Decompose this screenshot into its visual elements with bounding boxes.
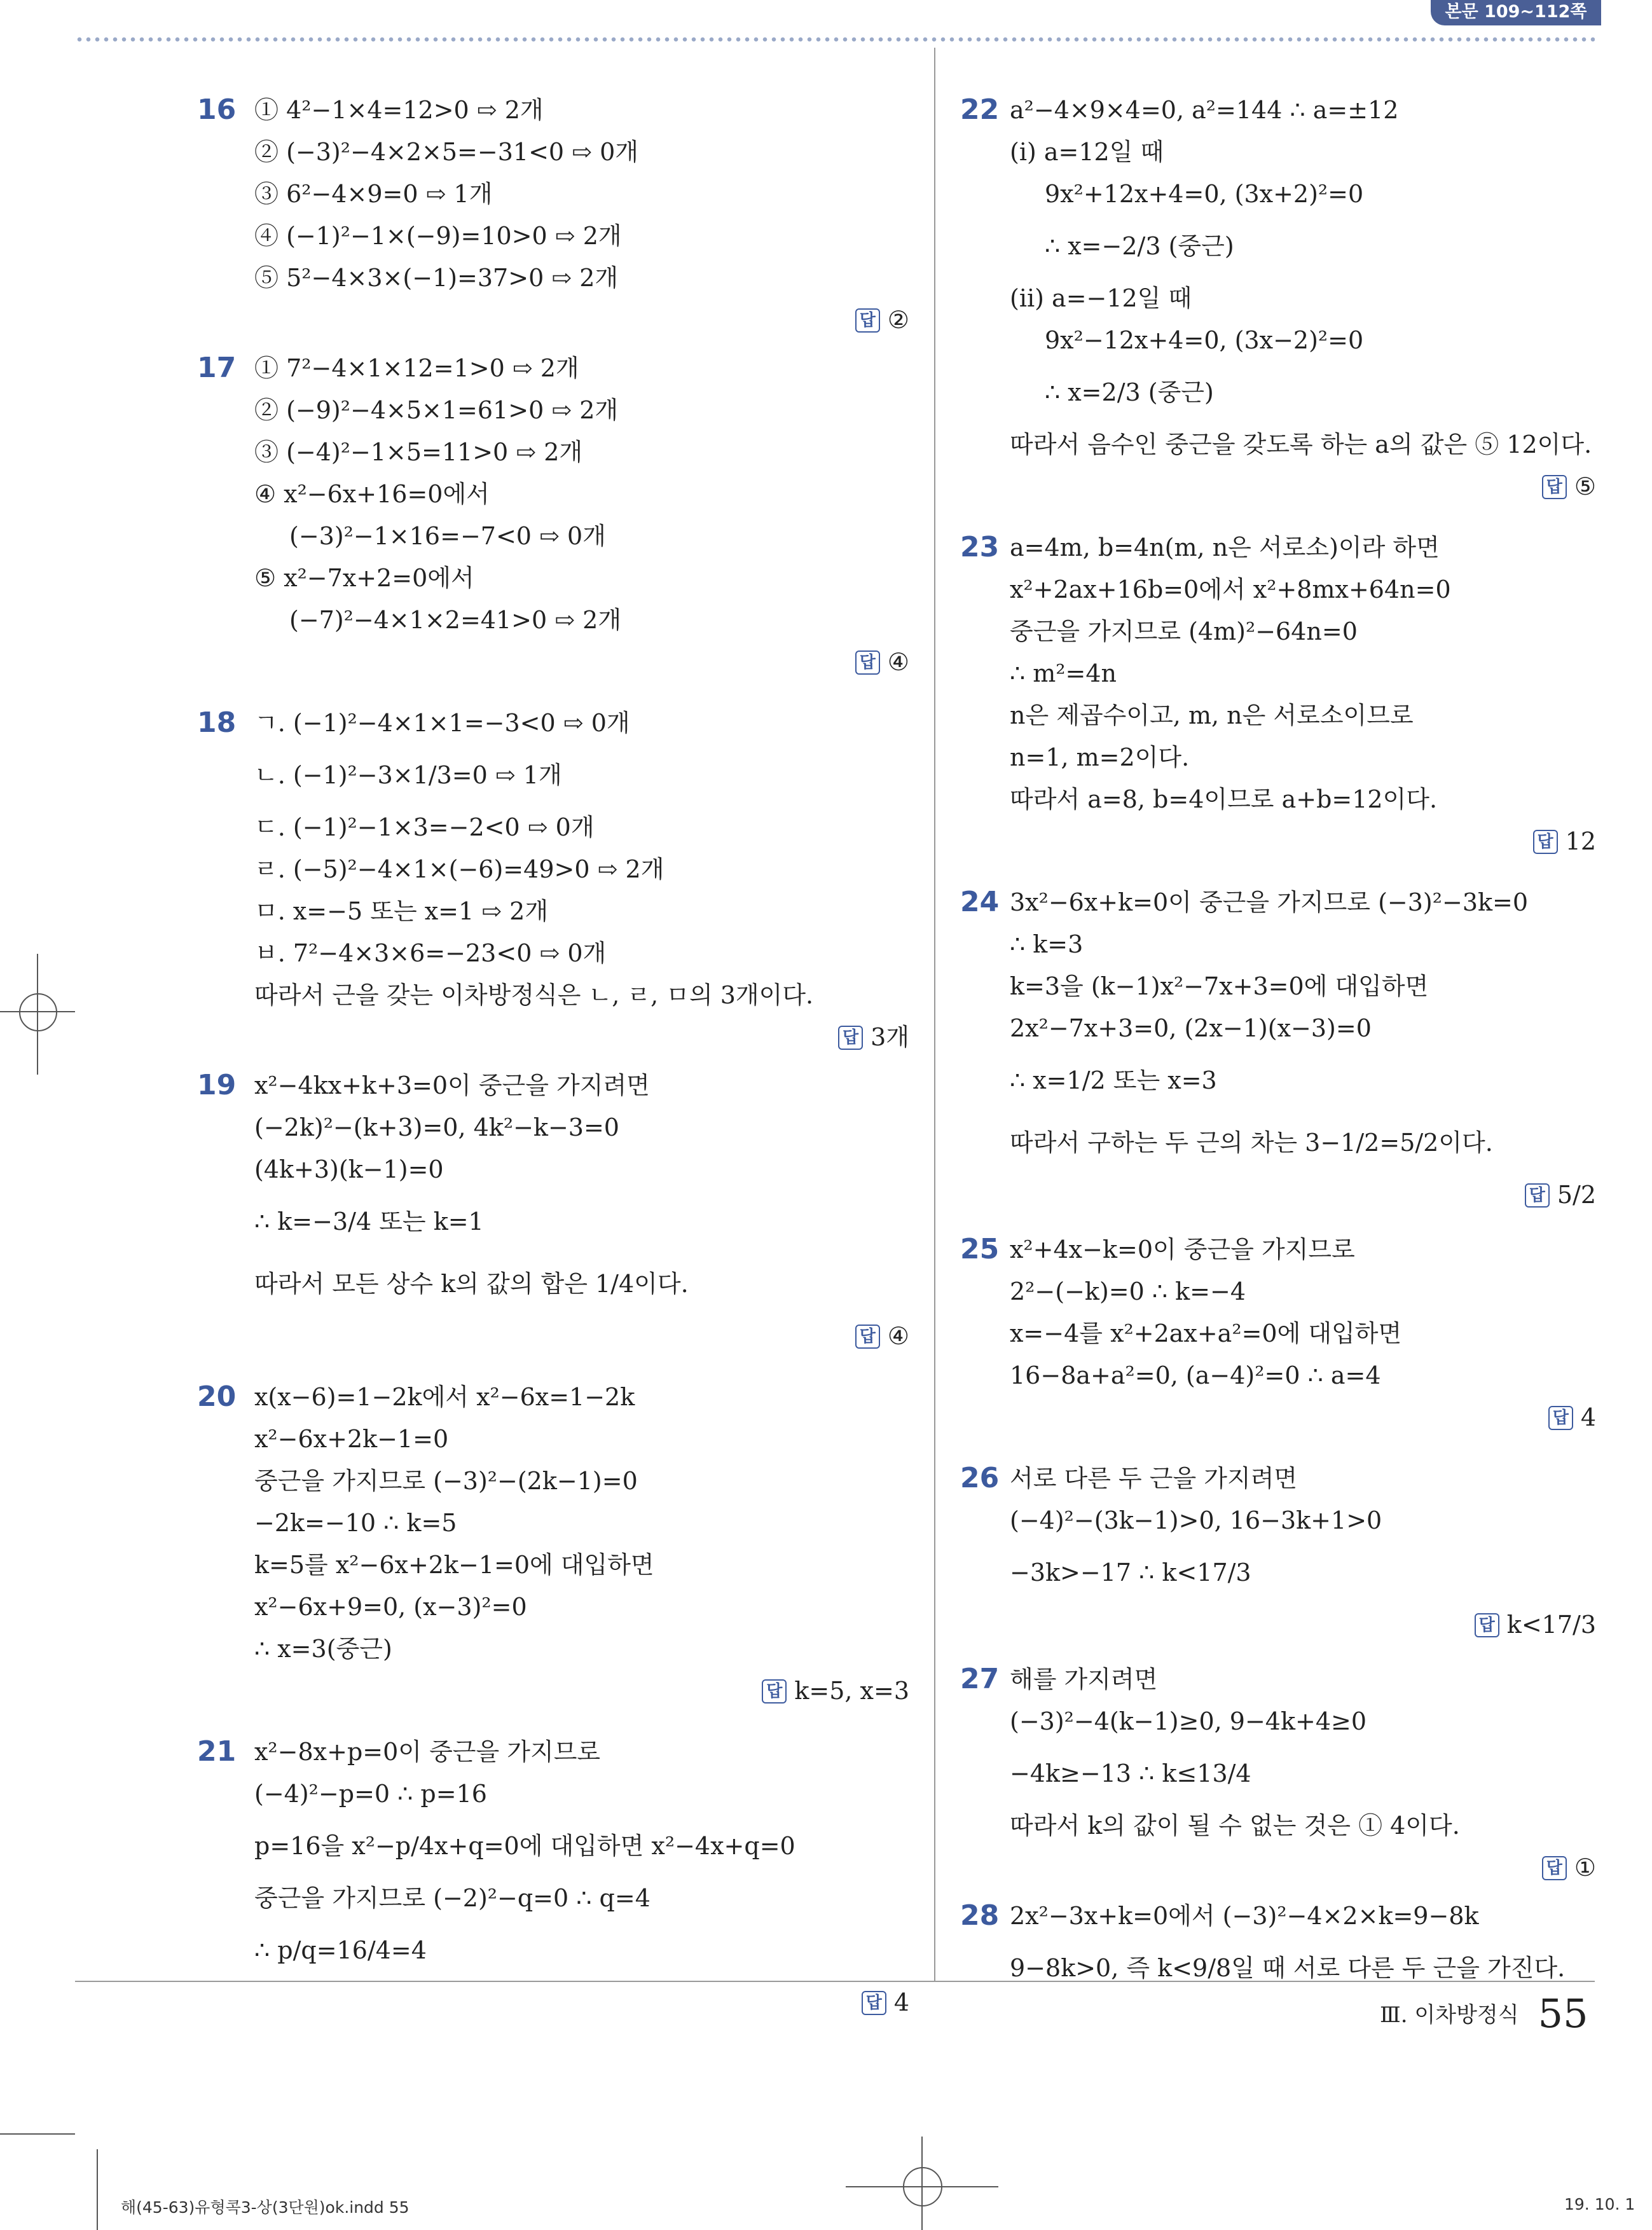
answer-value: 12: [1565, 827, 1596, 855]
solution-line: (ⅰ) a=12일 때: [1010, 138, 1164, 166]
solution-line: 해를 가지려면: [1010, 1665, 1158, 1693]
solution-line: ㄹ. (−5)²−4×1×(−6)=49>0 ⇨ 2개: [254, 855, 664, 883]
solution-line: ② (−3)²−4×2×5=−31<0 ⇨ 0개: [254, 138, 638, 166]
answer-value: 4: [1580, 1403, 1596, 1431]
answer-value: ⑤: [1574, 472, 1596, 500]
answer-line: [254, 641, 909, 683]
solution-line: a=4m, b=4n(m, n은 서로소)이라 하면: [1010, 533, 1440, 561]
solution-line: ① 4²−1×4=12>0 ⇨ 2개: [254, 96, 544, 124]
solution-line: x²+2ax+16b=0에서 x²+8mx+64n=0: [1010, 575, 1451, 603]
solution-line: (−2k)²−(k+3)=0, 4k²−k−3=0: [254, 1113, 619, 1141]
answer-value: ④: [887, 1322, 909, 1350]
solution-line: (−4)²−(3k−1)>0, 16−3k+1>0: [1010, 1506, 1382, 1534]
solution-line: x(x−6)=1−2k에서 x²−6x=1−2k: [254, 1383, 635, 1411]
solution-line: n은 제곱수이고, m, n은 서로소이므로: [1010, 701, 1414, 729]
problem-27: [954, 1658, 1596, 1889]
page-footer: [1380, 1990, 1588, 2037]
answer-value: 5/2: [1557, 1181, 1596, 1209]
crop-mark: [0, 2133, 75, 2135]
solution-line: (4k+3)(k−1)=0: [254, 1155, 444, 1183]
answer-value: ①: [1574, 1854, 1596, 1882]
solution-line: 중근을 가지므로 (−3)²−(2k−1)=0: [254, 1467, 638, 1495]
answer-line: [254, 299, 909, 341]
problem-number: 27: [960, 1663, 1000, 1695]
problem-number: 20: [197, 1380, 237, 1413]
registration-circle: [903, 2167, 942, 2206]
print-file-info: 해(45-63)유형콕3-상(3단원)ok.indd 55: [121, 2198, 410, 2217]
answer-line: [254, 1315, 909, 1357]
solution-line: ㅁ. x=−5 또는 x=1 ⇨ 2개: [254, 897, 549, 925]
problem-number: 16: [197, 93, 237, 126]
solution-line: 중근을 가지므로 (4m)²−64n=0: [1010, 617, 1358, 645]
solution-line: 9x²+12x+4=0, (3x+2)²=0: [1045, 180, 1364, 208]
solution-line: ∴ x=1/2 또는 x=3: [1010, 1066, 1217, 1094]
solution-line: ㄱ. (−1)²−4×1×1=−3<0 ⇨ 0개: [254, 709, 630, 737]
problem-19: [197, 1064, 909, 1357]
solution-line: ⑤ x²−7x+2=0에서: [254, 564, 474, 592]
answer-line: [1010, 1604, 1596, 1646]
problem-17: [197, 347, 909, 683]
problem-18: [197, 702, 909, 1058]
problem-number: 19: [197, 1069, 237, 1101]
solution-line: 9x²−12x+4=0, (3x−2)²=0: [1045, 326, 1364, 354]
section-tag: 본문 109~112쪽: [1431, 0, 1601, 25]
solution-line: 따라서 a=8, b=4이므로 a+b=12이다.: [1010, 785, 1438, 813]
answer-label: 답: [862, 1991, 886, 2015]
solution-line: ③ 6²−4×9=0 ⇨ 1개: [254, 180, 493, 208]
problem-number: 22: [960, 93, 1000, 126]
solution-line: ∴ m²=4n: [1010, 659, 1117, 687]
solution-line: ㅂ. 7²−4×3×6=−23<0 ⇨ 0개: [254, 939, 607, 967]
chapter-title: Ⅲ. 이차방정식: [1380, 2002, 1519, 2028]
solution-line: ① 7²−4×1×12=1>0 ⇨ 2개: [254, 354, 579, 382]
solution-line: 따라서 근을 갖는 이차방정식은 ㄴ, ㄹ, ㅁ의 3개이다.: [254, 981, 814, 1009]
right-column: [954, 89, 1596, 2025]
answer-line: [1010, 1396, 1596, 1438]
answer-value: 4: [893, 1988, 909, 2016]
left-column: [197, 89, 909, 2049]
problem-number: 23: [960, 531, 1000, 563]
solution-line: x²−6x+2k−1=0: [254, 1425, 449, 1453]
registration-circle: [19, 993, 57, 1031]
solution-line: ∴ x=−2/3 (중근): [1045, 232, 1234, 260]
solution-line: 따라서 k의 값이 될 수 없는 것은 ① 4이다.: [1010, 1812, 1460, 1840]
crop-mark: [97, 2149, 98, 2230]
solution-line: x²−8x+p=0이 중근을 가지므로: [254, 1738, 601, 1766]
problem-number: 18: [197, 706, 237, 739]
answer-value: k=5, x=3: [794, 1677, 909, 1705]
problem-16: [197, 89, 909, 341]
solution-line: ∴ x=3(중근): [254, 1635, 392, 1663]
problem-20: [197, 1376, 909, 1712]
answer-label: 답: [1548, 1406, 1573, 1430]
solution-line: ∴ x=2/3 (중근): [1045, 378, 1214, 406]
answer-line: [1010, 820, 1596, 862]
solution-line: x²−6x+9=0, (x−3)²=0: [254, 1593, 527, 1621]
answer-value: 3개: [871, 1023, 909, 1051]
solution-line: −2k=−10 ∴ k=5: [254, 1509, 457, 1537]
solution-line: 따라서 모든 상수 k의 값의 합은 1/4이다.: [254, 1270, 689, 1298]
solution-line: n=1, m=2이다.: [1010, 743, 1190, 771]
problem-number: 24: [960, 886, 1000, 918]
solution-line: (−7)²−4×1×2=41>0 ⇨ 2개: [289, 606, 622, 634]
answer-label: 답: [855, 650, 880, 675]
answer-label: 답: [1475, 1613, 1499, 1637]
solution-line: a²−4×9×4=0, a²=144 ∴ a=±12: [1010, 96, 1399, 124]
solution-line: (−3)²−4(k−1)≥0, 9−4k+4≥0: [1010, 1707, 1367, 1735]
solution-line: (−4)²−p=0 ∴ p=16: [254, 1780, 487, 1808]
solution-line: 2x²−7x+3=0, (2x−1)(x−3)=0: [1010, 1014, 1372, 1042]
answer-label: 답: [838, 1026, 863, 1050]
problem-28: [954, 1895, 1596, 1999]
answer-label: 답: [1542, 1856, 1567, 1880]
solution-line: (ⅱ) a=−12일 때: [1010, 284, 1192, 312]
answer-value: ④: [887, 648, 909, 676]
solution-line: 중근을 가지므로 (−2)²−q=0 ∴ q=4: [254, 1884, 650, 1912]
solution-line: ∴ k=3: [1010, 930, 1084, 958]
solution-line: −3k>−17 ∴ k<17/3: [1010, 1559, 1251, 1586]
solution-line: 2x²−3x+k=0에서 (−3)²−4×2×k=9−8k: [1010, 1902, 1479, 1930]
solution-line: p=16을 x²−p/4x+q=0에 대입하면 x²−4x+q=0: [254, 1832, 795, 1860]
solution-line: ∴ k=−3/4 또는 k=1: [254, 1208, 484, 1235]
solution-line: ㄷ. (−1)²−1×3=−2<0 ⇨ 0개: [254, 813, 595, 841]
header-dotted-rule: [75, 36, 1595, 43]
problem-23: [954, 527, 1596, 862]
column-divider: [934, 48, 935, 1981]
solution-line: −4k≥−13 ∴ k≤13/4: [1010, 1759, 1251, 1787]
problem-number: 25: [960, 1233, 1000, 1265]
solution-line: x²−4kx+k+3=0이 중근을 가지려면: [254, 1071, 650, 1099]
answer-line: [1010, 465, 1596, 507]
solution-line: ㄴ. (−1)²−3×1/3=0 ⇨ 1개: [254, 761, 562, 789]
solution-line: 2²−(−k)=0 ∴ k=−4: [1010, 1277, 1246, 1305]
answer-line: [1010, 1847, 1596, 1889]
solution-line: 3x²−6x+k=0이 중근을 가지므로 (−3)²−3k=0: [1010, 888, 1529, 916]
solution-line: 서로 다른 두 근을 가지려면: [1010, 1464, 1298, 1492]
solution-line: ④ (−1)²−1×(−9)=10>0 ⇨ 2개: [254, 222, 622, 250]
problem-24: [954, 881, 1596, 1216]
answer-line: [254, 1016, 909, 1058]
solution-line: ⑤ 5²−4×3×(−1)=37>0 ⇨ 2개: [254, 264, 619, 292]
print-date: 19. 10. 1: [1564, 2195, 1635, 2213]
page-number: 55: [1538, 1990, 1588, 2037]
problem-number: 26: [960, 1462, 1000, 1494]
answer-label: 답: [855, 1325, 880, 1349]
solution-line: x²+4x−k=0이 중근을 가지므로: [1010, 1235, 1355, 1263]
answer-label: 답: [1525, 1183, 1550, 1208]
solution-line: (−3)²−1×16=−7<0 ⇨ 0개: [289, 522, 606, 550]
answer-line: [1010, 1174, 1596, 1216]
solution-line: 9−8k>0, 즉 k<9/8일 때 서로 다른 두 근을 가진다.: [1010, 1954, 1566, 1982]
problem-21: [197, 1731, 909, 2023]
solution-line: k=5를 x²−6x+2k−1=0에 대입하면: [254, 1551, 654, 1579]
answer-value: k<17/3: [1506, 1611, 1596, 1639]
problem-22: [954, 89, 1596, 507]
problem-25: [954, 1229, 1596, 1438]
solution-line: 따라서 구하는 두 근의 차는 3−1/2=5/2이다.: [1010, 1129, 1493, 1157]
solution-line: ② (−9)²−4×5×1=61>0 ⇨ 2개: [254, 396, 619, 424]
solution-line: ④ x²−6x+16=0에서: [254, 480, 490, 508]
solution-line: ∴ p/q=16/4=4: [254, 1936, 427, 1964]
answer-label: 답: [1533, 830, 1558, 854]
problem-number: 21: [197, 1735, 237, 1768]
problem-number: 28: [960, 1899, 1000, 1932]
answer-label: 답: [855, 308, 880, 333]
answer-label: 답: [1542, 475, 1567, 499]
answer-value: ②: [887, 306, 909, 334]
solution-line: 따라서 음수인 중근을 갖도록 하는 a의 값은 ⑤ 12이다.: [1010, 430, 1592, 458]
answer-line: [254, 1670, 909, 1712]
answer-line: [254, 1981, 909, 2023]
solution-line: ③ (−4)²−1×5=11>0 ⇨ 2개: [254, 438, 583, 466]
solution-line: x=−4를 x²+2ax+a²=0에 대입하면: [1010, 1319, 1402, 1347]
problem-number: 17: [197, 352, 237, 384]
problem-26: [954, 1457, 1596, 1646]
solution-line: 16−8a+a²=0, (a−4)²=0 ∴ a=4: [1010, 1361, 1381, 1389]
solution-line: k=3을 (k−1)x²−7x+3=0에 대입하면: [1010, 972, 1429, 1000]
answer-label: 답: [762, 1679, 787, 1703]
